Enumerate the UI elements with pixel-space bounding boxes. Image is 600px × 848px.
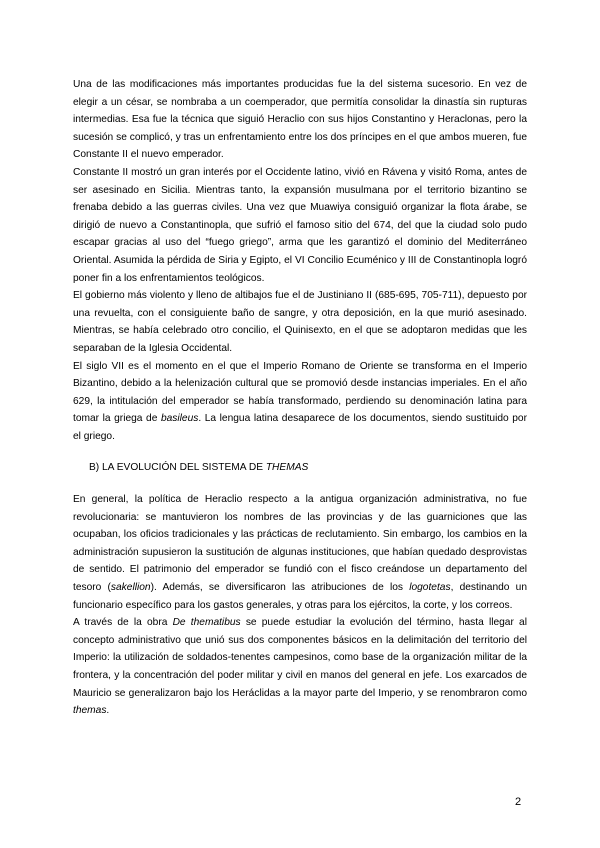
paragraph-siglo-vii-text: El siglo VII es el momento en el que el Imperio Romano de Oriente se transforma en el Imperio Bizantino, debido a la helenización cultural que se promovió desde instancias imperiales. En el año 629, la intitulación del emperador se había transformado, perdiendo su denominación latina para tomar la griega de <box>73 360 527 425</box>
section-heading-label: B) LA EVOLUCIÓN DEL SISTEMA DE <box>89 462 266 474</box>
paragraph-siglo-vii-text-end: . La lengua latina desaparece de los documentos, siendo sustituido por el griego. <box>73 413 527 442</box>
paragraph-succession: Una de las modificaciones más importantes producidas fue la del sistema sucesorio. En vez de elegir a un césar, se nombraba a un coemperador, que permitía consolidar la dinastía sin rupturas intermedias. Esa fue la técnica que siguió Heraclio con sus hijos Constantino y Heraclonas, pero la sucesión se complicó, y tras un enfrentamiento entre los dos príncipes en el que ambos mueren, fue Constante II el nuevo emperador. <box>73 79 527 161</box>
page-number: 2 <box>515 796 522 808</box>
paragraph-heraclio-administration <box>73 491 527 614</box>
paragraph-text: , destinando un funcionario específico para los gastos generales, y otras para los ejércitos, la corte, y los correos. <box>73 582 527 611</box>
paragraph-text: se puede estudiar la evolución del término, hasta llegar al concepto administrativo que unió sus dos componentes básicos en la delimitación del territorio del Imperio: la utilización de soldados-tenentes campesinos, como base de la organización militar de la frontera, y la concentración del poder militar y civil en manos del general en jefe. Los exarcados de Mauricio se generalizaron bajo los Heráclidas a la mayor parte del Imperio, y se renombraron como <box>73 617 527 699</box>
italic-logotetas: logotetas <box>409 582 451 594</box>
paragraph-justiniano-ii: El gobierno más violento y lleno de altibajos fue el de Justiniano II (685-695, 705-711), depuesto por una revuelta, con el consiguiente baño de sangre, y otra deposición, en la que murió asesinado. Mientras, se había celebrado otro concilio, el Quinisexto, en el que se adoptaron medidas que les separaban de la Iglesia Occidental. <box>73 290 527 354</box>
paragraph-text: . <box>106 705 110 717</box>
paragraph-text: A través de la obra <box>73 617 173 629</box>
paragraph-text: En general, la política de Heraclio respecto a la antigua organización administrativa, no fue revolucionaria: se mantuvieron los nombres de las provincias y de las guarniciones que las ocupaban, los oficios tradicionales y las prácticas de reclutamiento. Sin embargo, los cambios en la administración supusieron la sustitución de algunas instituciones, que habían quedado desprovistas de sentido. El patrimonio del emperador se fundió con el fisco creándose un departamento del tesoro ( <box>73 494 527 594</box>
section-heading-italic: THEMAS <box>265 462 309 474</box>
paragraph-constante-ii: Constante II mostró un gran interés por el Occidente latino, vivió en Rávena y visitó Roma, antes de ser asesinado en Sicilia. Mientras tanto, la expansión musulmana por el territorio bizantino se frenaba debido a las guerras civiles. Una vez que Muawiya consiguió organizar la flota árabe, se dirigió de nuevo a Constantinopla, que sufrió el famoso sitio del 674, del que la ciudad solo pudo escapar gracias al uso del “fuego griego”, arma que les garantizó el dominio del Mediterráneo Oriental. Asumida la pérdida de Siria y Egipto, el VI Concilio Ecuménico y III de Constantinopla logró poner fin a los enfrentamientos teológicos. <box>73 166 527 284</box>
paragraph-siglo-vii <box>73 358 527 446</box>
paragraph-text: ). Además, se diversificaron las atribuciones de los <box>150 582 410 594</box>
italic-themas: themas <box>73 705 107 717</box>
document-page <box>73 76 527 720</box>
italic-de-thematibus: De thematibus <box>172 617 241 629</box>
paragraph-de-thematibus <box>73 614 527 720</box>
italic-sakellion: sakellion <box>110 582 151 594</box>
italic-basileus: basileus <box>160 413 199 425</box>
section-heading <box>89 459 527 477</box>
